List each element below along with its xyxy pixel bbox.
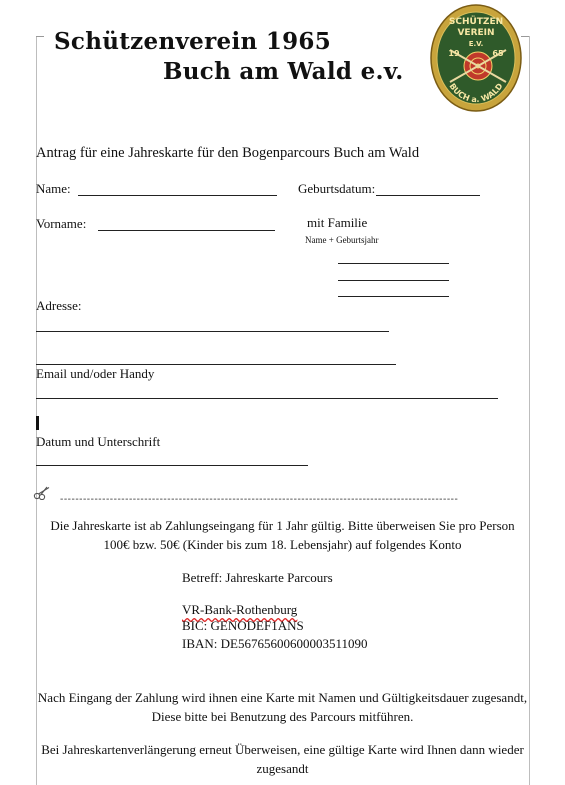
club-title-line2: Buch am Wald e.v. (163, 58, 404, 85)
corner-mark-right (521, 36, 529, 37)
adresse-label: Adresse: (36, 298, 82, 313)
cut-line: -------------------------------------------------------------------------------------------------------- (60, 494, 459, 505)
svg-text:BUCH a. WALD: BUCH a. WALD (447, 81, 505, 105)
club-seal-icon (430, 4, 522, 112)
text-cursor (36, 416, 39, 430)
info-paragraph-renewal: Bei Jahreskartenverlängerung erneut Überweisen, eine gültige Karte wird Ihnen dann wieder zugesandt (41, 742, 524, 776)
signature-line[interactable] (36, 465, 308, 466)
form-heading: Antrag für eine Jahreskarte für den Bogenparcours Buch am Wald (36, 145, 420, 161)
geburtsdatum-label: Geburtsdatum: (298, 181, 376, 196)
name-label: Name: (36, 181, 71, 196)
betreff-text: Betreff: Jahreskarte Parcours (182, 570, 333, 585)
scissors-icon (33, 486, 51, 500)
familie-line-1[interactable] (338, 263, 449, 264)
datum-label: Datum und Unterschrift (36, 434, 161, 449)
name-line[interactable] (78, 195, 277, 196)
bank-name: VR-Bank-Rothenburg (182, 602, 298, 617)
vorname-line[interactable] (98, 230, 275, 231)
familie-sublabel: Name + Geburtsjahr (305, 235, 379, 245)
iban-text: IBAN: DE56765600600003511090 (182, 636, 368, 651)
club-title-line1: Schützenverein 1965 (54, 28, 332, 55)
familie-label: mit Familie (307, 215, 368, 230)
info-paragraph-payment: Die Jahreskarte ist ab Zahlungseingang für 1 Jahr gültig. Bitte überweisen Sie pro Person 100€ bzw. 50€ (Kinder bis zum 18. Lebensjahr) auf folgendes Konto (50, 518, 515, 552)
svg-text:65: 65 (492, 49, 504, 58)
adresse-line-1[interactable] (36, 331, 389, 332)
svg-text:VEREIN: VEREIN (457, 28, 495, 38)
adresse-line-2[interactable] (36, 364, 396, 365)
svg-text:19: 19 (448, 49, 460, 58)
geburtsdatum-line[interactable] (376, 195, 480, 196)
familie-line-3[interactable] (338, 296, 449, 297)
corner-mark-left (36, 36, 44, 37)
svg-text:E.V.: E.V. (468, 40, 484, 48)
familie-line-2[interactable] (338, 280, 449, 281)
email-label: Email und/oder Handy (36, 366, 155, 381)
vorname-label: Vorname: (36, 216, 87, 231)
info-paragraph-card: Nach Eingang der Zahlung wird ihnen eine Karte mit Namen und Gültigkeitsdauer zugesandt, Diese bitte bei Benutzung des Parcours mitführen. (37, 690, 528, 724)
svg-text:SCHÜTZEN: SCHÜTZEN (448, 17, 504, 27)
email-line[interactable] (36, 398, 498, 399)
page-border-right (529, 36, 530, 785)
bic-text: BIC: GENODEF1ANS (182, 618, 304, 633)
